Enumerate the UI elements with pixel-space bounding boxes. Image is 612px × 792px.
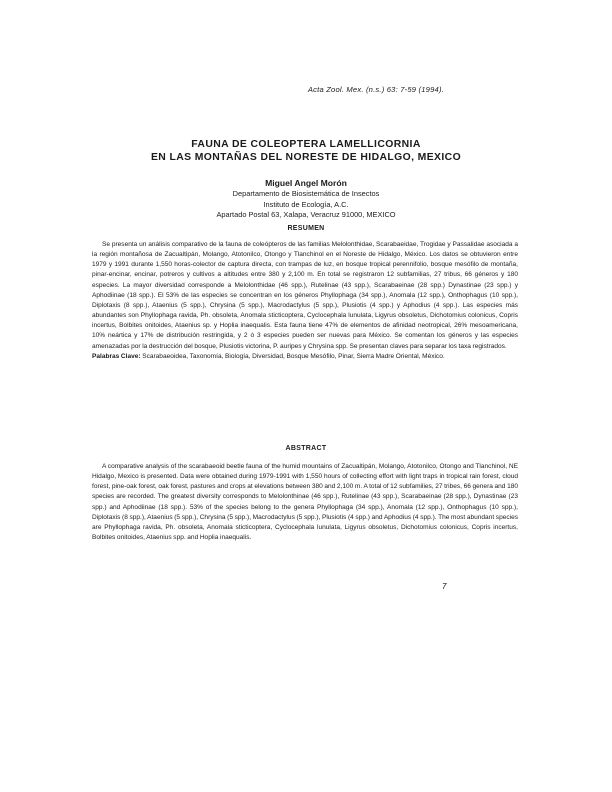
page-number: 7 [442,582,447,591]
keywords-label: Palabras Clave: [92,352,141,360]
title-line-1: FAUNA DE COLEOPTERA LAMELLICORNIA [191,139,421,150]
resumen-heading: RESUMEN [287,225,325,232]
title-line-2: EN LAS MONTAÑAS DEL NORESTE DE HIDALGO, MEXICO [150,152,462,163]
resumen-section [92,240,518,362]
keywords-text: Scarabaeoidea, Taxonomía, Biología, Diversidad, Bosque Mesófilo, Pinar, Sierra Madre Oriental, México. [142,352,445,360]
keywords-line [92,352,518,362]
paper-title [0,138,612,164]
author-name: Miguel Angel Morón [265,178,347,188]
abstract-paragraph: A comparative analysis of the scarabaeoid beetle fauna of the humid mountains of Zacualtipán, Molango, Atotonilco, Otongo and Tlanchinol, NE Hidalgo, Mexico is presented. Data were obtained during 1979-1991 with 1,550 hours of collecting effort with light traps in tropical rain forest, cloud forest, pine-oak forest, oak forest, pastures and crops at elevations between 380 and 2,100 m. A total of 12 subfamilies, 27 tribes, 66 genera and 180 species are recorded. The greatest diversity corresponds to Melolonthinae (46 spp.), Rutelinae (43 spp.), Scarabaeinae (28 spp.), Dynastinae (23 spp.) and Aphodiinae (18 spp.). 53% of the species belong to the genera Phyllophaga (34 spp.), Anomala (12 spp.), Onthophagus (10 spp.), Diplotaxis (8 spp.), Ataenius (5 spp.), Chrysina (5 spp.), Macrodactylus (5 spp.), Plusiotis (4 spp.) and Aphodius (4 spp.). The most abundant species are Phyllophaga ravida, Ph. obsoleta, Anomala sticticoptera, Cyclocephala lunulata, Ligyrus obsoletus, Dichotomius colonicus, Copris incertus, Bolbites onitoides, Ataenius spp. and Hoplia inaequalis. [92,463,518,542]
author-block [0,177,612,221]
affiliation-address: Apartado Postal 63, Xalapa, Veracruz 91000, MEXICO [216,210,396,219]
affiliation-institute: Instituto de Ecología, A.C. [263,199,349,209]
journal-reference: Acta Zool. Mex. (n.s.) 63: 7-59 (1994). [307,85,444,94]
affiliation-department: Departamento de Biosistemática de Insectos [232,189,380,198]
abstract-section [92,462,518,543]
abstract-heading: ABSTRACT [285,445,327,452]
resumen-paragraph: Se presenta un análisis comparativo de la fauna de coleópteros de las familias Melolonthidae, Scarabaeidae, Trogidae y Passalidae asociada a la región montañosa de Zacualtipán, Molango, Atotonilco, Otongo y Tlanchinol en el Noreste de Hidalgo, México. Los datos se obtuvieron entre 1979 y 1991 durante 1,550 horas-colector de captura directa, con trampas de luz, en bosque tropical perennifolio, bosque mesófilo de montaña, pinar-encinar, encinar, potreros y cultivos a altitudes entre 380 y 2,100 m. En total se registraron 12 subfamilias, 27 tribus, 66 géneros y 180 especies. La mayor diversidad corresponde a Melolonthidae (46 spp.), Rutelinae (43 spp.), Scarabaeinae (28 spp.) Dynastinae (23 spp.) y Aphodiinae (18 spp.). El 53% de las especies se concentran en los géneros Phyllophaga (34 spp.), Anomala (12 spp.), Onthophagus (10 spp.), Diplotaxis (8 spp.), Ataenius (5 spp.), Chrysina (5 spp.), Macrodactylus (5 spp.), Plusiotis (4 spp.) y Aphodius (4 spp.). Las especies más abundantes son Phyllophaga ravida, Ph. obsoleta, Anomala sticticoptera, Cyclocephala lunulata, Ligyrus obsoletus, Dichotomius colonicus, Copris incertus, Bolbites onitoides, Ataenius sp. y Hoplia inaequalis. Esta fauna tiene 47% de elementos de afinidad neotropical, 26% mesoamericana, 10% neártica y 17% de distribución restringida, y 2 ó 3 especies pueden ser nuevas para México. Se comentan los géneros y las especies amenazadas por la destrucción del bosque, Plusiotis victorina, P. auripes y Chrysina spp. Se presentan claves para separar los taxa registrados. [92,241,518,350]
